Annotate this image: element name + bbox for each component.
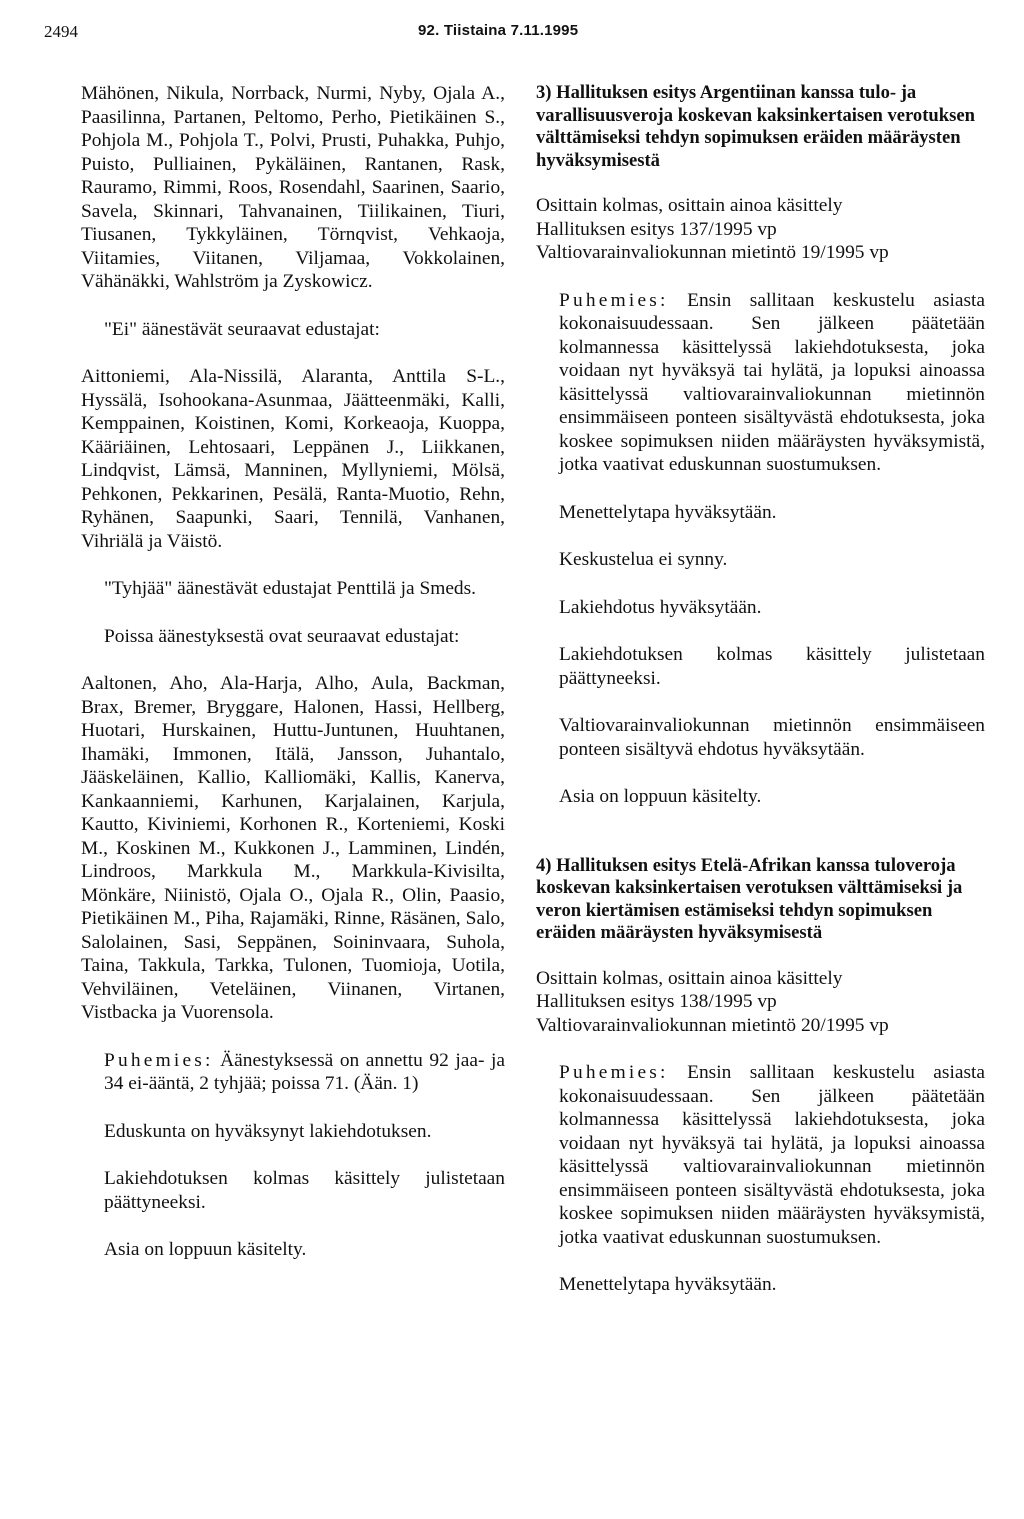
session-date: 92. Tiistaina 7.11.1995 (418, 22, 579, 39)
item-4-speaker-text: Ensin sallitaan keskustelu asiasta kokonaisuudessaan. Sen jälkeen päätetään kolmannessa käsittelyssä lakiehdotuksesta, joka voidaan nyt hyväksyä tai hylätä, ja lopuksi ainoassa käsittelyssä valtiovarainvaliokunnan mietinnön ensimmäiseen ponteen sisältyvästä ehdotuksesta, joka koskee sopimuksen niiden määräysten hyväksymistä, jotka vaativat eduskunnan suostumuksen. (559, 1062, 985, 1248)
absent-intro: Poissa äänestyksestä ovat seuraavat edustajat: (104, 625, 460, 647)
item-3-proposal: Hallituksen esitys 137/1995 vp (536, 218, 777, 240)
abstain-statement: "Tyhjää" äänestävät edustajat Penttilä ja Smeds. (104, 578, 477, 599)
item-3-no-discussion: Keskustelua ei synny. (559, 549, 728, 570)
item-3-third-declared: Lakiehdotuksen kolmas käsittely julistetaan päättyneeksi. (559, 644, 985, 689)
item-4-procedure: Menettelytapa hyväksytään. (559, 1274, 777, 1295)
item-3-bill-approved: Lakiehdotus hyväksytään. (559, 596, 762, 618)
item-3-concluded: Asia on loppuun käsitelty. (559, 786, 762, 807)
item-3-stage: Osittain kolmas, osittain ainoa käsittely (536, 195, 843, 216)
item-4-meta (536, 967, 985, 1038)
right-column (536, 82, 985, 1321)
item-3-report: Valtiovarainvaliokunnan mietintö 19/1995 vp (536, 242, 889, 263)
item-3-speaker-text: Ensin sallitaan keskustelu asiasta kokonaisuudessaan. Sen jälkeen päätetään kolmannessa käsittelyssä lakiehdotuksesta, joka voidaan nyt hyväksyä tai hylätä, ja lopuksi ainoassa käsittelyssä valtiovarainvaliokunnan mietinnön ensimmäiseen ponteen sisältyvästä ehdotuksesta, joka koskee sopimuksen niiden määräysten hyväksymistä, jotka vaativat eduskunnan suostumuksen. (559, 289, 985, 475)
item-3-heading: 3) Hallituksen esitys Argentiinan kanssa tulo- ja varallisuusveroja koskevan kaksinkertaisen verotuksen välttämiseksi tehdyn sopimuksen eräiden määräysten hyväksymisestä (536, 82, 975, 171)
page-number: 2494 (44, 22, 78, 41)
item-4-proposal: Hallituksen esitys 138/1995 vp (536, 991, 777, 1012)
item-3-meta (536, 194, 985, 265)
speaker-label: Puhemies: (104, 1049, 214, 1071)
item-4-report: Valtiovarainvaliokunnan mietintö 20/1995 vp (536, 1014, 889, 1036)
item-4-stage: Osittain kolmas, osittain ainoa käsittely (536, 967, 843, 989)
vote-result (81, 1049, 505, 1096)
absent-list: Aaltonen, Aho, Ala-Harja, Alho, Aula, Backman, Brax, Bremer, Bryggare, Halonen, Hassi, Hellberg, Huotari, Hurskainen, Huttu-Juntunen, Huuhtanen, Ihamäki, Immonen, Itälä, Jansson, Juhantalo, Jääskeläinen, Kallio, Kalliomäki, Kallis, Kanerva, Kankaanniemi, Karhunen, Karjalainen, Karjula, Kautto, Kiviniemi, Korhonen R., Korteniemi, Koski M., Koskinen M., Kukkonen J., Lamminen, Lindén, Lindroos, Markkula M., Markkula-Kivisilta, Mönkäre, Niinistö, Ojala O., Ojala R., Olin, Paasio, Pietikäinen M., Piha, Rajamäki, Rinne, Räsänen, Salo, Salolainen, Sasi, Seppänen, Soininvaara, Suhola, Taina, Takkula, Tarkka, Tulonen, Tuomioja, Uotila, Vehviläinen, Veteläinen, Viinanen, Virtanen, Vistbacka ja Vuorensola. (81, 673, 505, 1023)
no-voters-list: Aittoniemi, Ala-Nissilä, Alaranta, Anttila S-L., Hyssälä, Isohookana-Asunmaa, Jäätteenmäki, Kalli, Kemppainen, Koistinen, Komi, Korkeaoja, Kuoppa, Kääriäinen, Lehtosaari, Leppänen J., Liikkanen, Lindqvist, Lämsä, Manninen, Myllyniemi, Mölsä, Pehkonen, Pekkarinen, Pesälä, Ranta-Muotio, Rehn, Ryhänen, Saapunki, Saari, Tennilä, Vanhanen, Vihriälä ja Väistö. (81, 366, 505, 552)
vote-result-text: Äänestyksessä on annettu 92 jaa- ja 34 ei-ääntä, 2 tyhjää; poissa 71. (Ään. 1) (104, 1049, 505, 1094)
approval-statement: Eduskunta on hyväksynyt lakiehdotuksen. (104, 1120, 432, 1142)
third-reading-declared: Lakiehdotuksen kolmas käsittely julistetaan päättyneeksi. (104, 1168, 505, 1213)
left-column (81, 82, 505, 1286)
page-header (44, 22, 984, 48)
speaker-label: Puhemies: (559, 289, 669, 311)
item-4-speaker-statement (536, 1061, 985, 1249)
item-3-proposal-approved: Valtiovarainvaliokunnan mietinnön ensimmäiseen ponteen sisältyvä ehdotus hyväksytään. (559, 715, 985, 760)
item-3-speaker-statement (536, 289, 985, 477)
item-3-procedure: Menettelytapa hyväksytään. (559, 501, 777, 523)
no-voters-intro: "Ei" äänestävät seuraavat edustajat: (104, 318, 380, 340)
item-4-heading: 4) Hallituksen esitys Etelä-Afrikan kanssa tuloveroja koskevan kaksinkertaisen verotuksen välttämiseksi ja veron kiertämisen estämiseksi tehdyn sopimuksen eräiden määräysten hyväksymisestä (536, 854, 963, 943)
yes-voters-list: Mähönen, Nikula, Norrback, Nurmi, Nyby, Ojala A., Paasilinna, Partanen, Peltomo, Perho, Pietikäinen S., Pohjola M., Pohjola T., Polvi, Prusti, Puhakka, Puhjo, Puisto, Pulliainen, Pykäläinen, Rantanen, Rask, Rauramo, Rimmi, Roos, Rosendahl, Saarinen, Saario, Savela, Skinnari, Tahvanainen, Tiilikainen, Tiuri, Tiusanen, Tykkyläinen, Törnqvist, Vehkaoja, Viitamies, Viitanen, Viljamaa, Vokkolainen, Vähänäkki, Wahlström ja Zyskowicz. (81, 83, 505, 292)
speaker-label: Puhemies: (559, 1062, 669, 1083)
item-concluded: Asia on loppuun käsitelty. (104, 1239, 307, 1260)
